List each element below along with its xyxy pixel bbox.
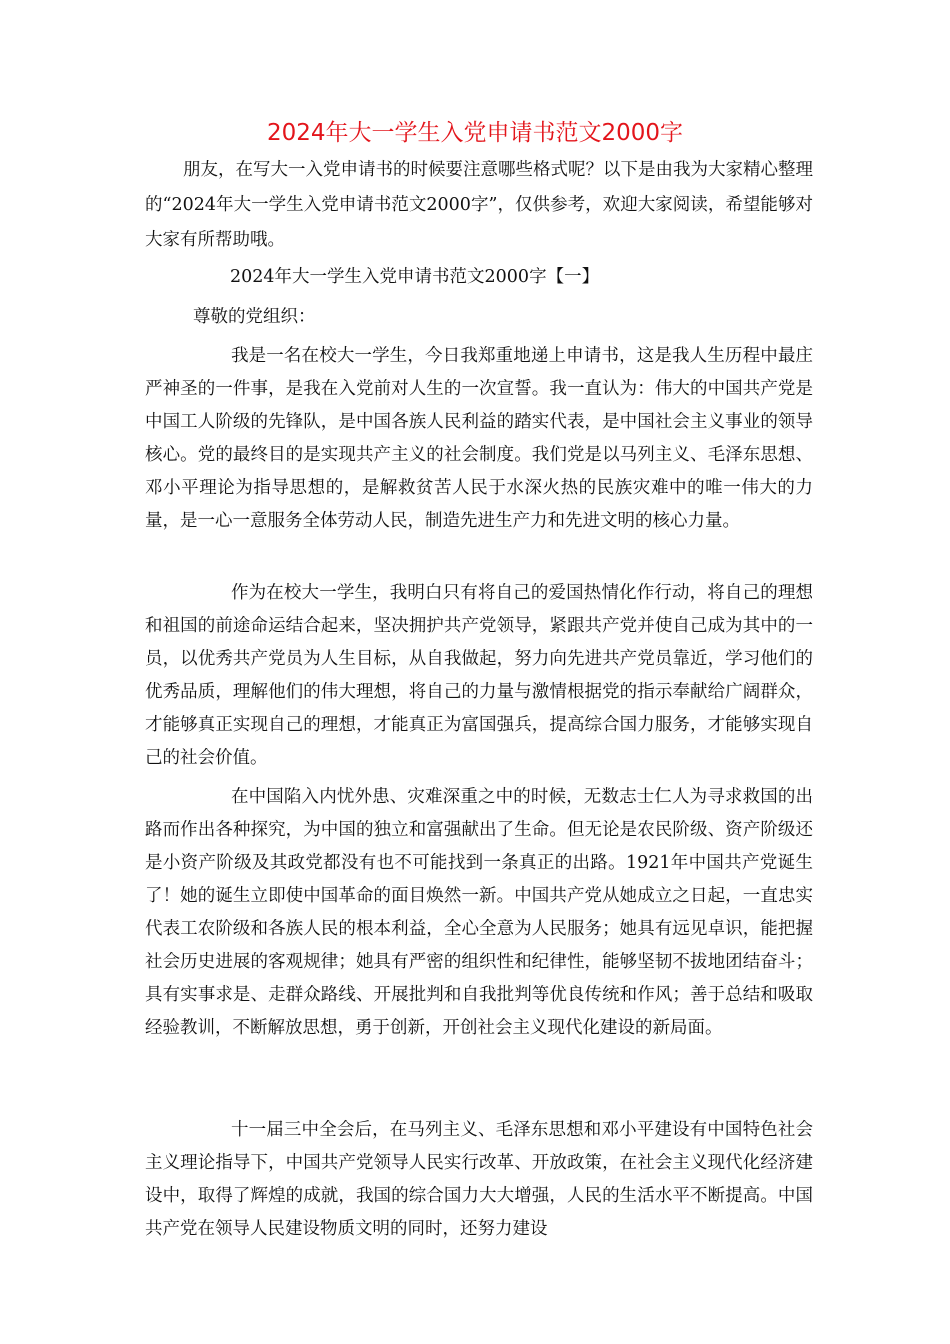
salutation: 尊敬的党组织： (193, 307, 316, 327)
body-paragraph-4: 十一届三中全会后，在马列主义、毛泽东思想和邓小平建设有中国特色社会主义理论指导下，中国共产党领导人民实行改革、开放政策，在社会主义现代化经济建设中，取得了辉煌的成就，我国的综合国力大大增强，人民的生活水平不断提高。中国共产党在领导人民建设物质文明的同时，还努力建设 (145, 1120, 813, 1239)
body-paragraph-2: 作为在校大一学生，我明白只有将自己的爱国热情化作行动，将自己的理想和祖国的前途命运结合起来，坚决拥护共产党领导，紧跟共产党并使自己成为其中的一员，以优秀共产党员为人生目标，从自我做起，努力向先进共产党员靠近，学习他们的优秀品质，理解他们的伟大理想，将自己的力量与激情根据党的指示奉献给广阔群众，才能够真正实现自己的理想，才能真正为富国强兵，提高综合国力服务，才能够实现自己的社会价值。 (145, 583, 813, 768)
body-paragraph-3: 在中国陷入内忧外患、灾难深重之中的时候，无数志士仁人为寻求救国的出路而作出各种探究，为中国的独立和富强献出了生命。但无论是农民阶级、资产阶级还是小资产阶级及其政党都没有也不可能找到一条真正的出路。1921年中国共产党诞生了！她的诞生立即使中国革命的面目焕然一新。中国共产党从她成立之日起，一直忠实代表工农阶级和各族人民的根本利益，全心全意为人民服务；她具有远见卓识，能把握社会历史进展的客观规律；她具有严密的组织性和纪律性，能够坚韧不拔地团结奋斗；具有实事求是、走群众路线、开展批判和自我批判等优良传统和作风；善于总结和吸取经验教训，不断解放思想，勇于创新，开创社会主义现代化建设的新局面。 (145, 787, 813, 1038)
intro-paragraph: 朋友，在写大一入党申请书的时候要注意哪些格式呢？以下是由我为大家精心整理的“2024年大一学生入党申请书范文2000字”，仅供参考，欢迎大家阅读，希望能够对大家有所帮助哦。 (145, 160, 813, 250)
body-paragraph-1: 我是一名在校大一学生，今日我郑重地递上申请书，这是我人生历程中最庄严神圣的一件事，是我在入党前对人生的一次宣誓。我一直认为：伟大的中国共产党是中国工人阶级的先锋队，是中国各族人民利益的踏实代表，是中国社会主义事业的领导核心。党的最终目的是实现共产主义的社会制度。我们党是以马列主义、毛泽东思想、邓小平理论为指导思想的，是解救贫苦人民于水深火热的民族灾难中的唯一伟大的力量，是一心一意服务全体劳动人民，制造先进生产力和先进文明的核心力量。 (145, 346, 813, 531)
document-title: 2024年大一学生入党申请书范文2000字 (266, 120, 684, 146)
section-subheading: 2024年大一学生入党申请书范文2000字【一】 (230, 267, 600, 287)
